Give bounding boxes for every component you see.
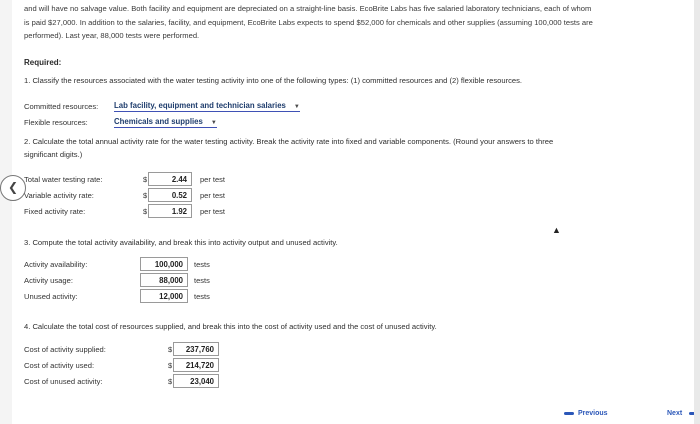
unused-activity-unit: tests <box>194 292 210 301</box>
intro-line-1: and will have no salvage value. Both facility and equipment are depreciated on a straight-line basis. EcoBrite Labs has five salaried laboratory technicians, each of whom <box>24 4 592 13</box>
chevron-left-icon[interactable]: ❮ <box>0 175 26 201</box>
activity-usage-label: Activity usage: <box>24 276 73 285</box>
currency-symbol: $ <box>143 207 148 216</box>
problem-intro <box>24 2 696 43</box>
flexible-resources-value: Chemicals and supplies <box>114 117 203 126</box>
question-2-line-1: 2. Calculate the total annual activity rate for the water testing activity. Break the activity rate into fixed and variable components. (Round your answers to three <box>24 137 554 146</box>
fixed-rate-input[interactable]: 1.92 <box>148 204 192 218</box>
question-1-text: 1. Classify the resources associated with the water testing activity into one of the following types: (1) committed resources and (2) flexible resources. <box>24 76 523 85</box>
total-rate-label: Total water testing rate: <box>24 175 103 184</box>
variable-rate-input[interactable]: 0.52 <box>148 188 192 202</box>
activity-usage-unit: tests <box>194 276 210 285</box>
currency-symbol: $ <box>143 175 148 184</box>
fixed-rate-unit: per test <box>200 207 226 216</box>
total-rate-unit: per test <box>200 175 226 184</box>
cost-unused-input[interactable]: 23,040 <box>173 374 219 388</box>
previous-indicator <box>564 412 574 415</box>
mouse-cursor-icon: ▲ <box>552 225 561 235</box>
total-rate-input[interactable]: 2.44 <box>148 172 192 186</box>
activity-availability-label: Activity availability: <box>24 260 88 269</box>
activity-availability-unit: tests <box>194 260 210 269</box>
variable-rate-label: Variable activity rate: <box>24 191 94 200</box>
flexible-resources-dropdown[interactable] <box>114 117 217 128</box>
required-heading: Required: <box>24 58 62 67</box>
question-2-line-2: significant digits.) <box>24 149 83 159</box>
question-2-text <box>24 136 553 161</box>
intro-line-2: is paid $27,000. In addition to the salaries, facility, and equipment, EcoBrite Labs expects to spend $52,000 for chemicals and other supplies (assuming 100,000 tests are <box>24 17 593 27</box>
committed-resources-dropdown[interactable] <box>114 101 300 112</box>
next-button[interactable]: Next <box>667 410 683 417</box>
intro-line-3: performed). Last year, 88,000 tests were performed. <box>24 31 200 40</box>
cost-used-input[interactable]: 214,720 <box>173 358 219 372</box>
unused-activity-label: Unused activity: <box>24 292 78 301</box>
question-page <box>12 0 700 424</box>
cost-supplied-input[interactable]: 237,760 <box>173 342 219 356</box>
currency-symbol: $ <box>168 345 173 354</box>
activity-availability-input[interactable]: 100,000 <box>140 257 188 271</box>
committed-resources-value: Lab facility, equipment and technician salaries <box>114 101 286 110</box>
cost-used-label: Cost of activity used: <box>24 361 95 370</box>
cost-supplied-label: Cost of activity supplied: <box>24 345 106 354</box>
question-3-text: 3. Compute the total activity availability, and break this into activity output and unused activity. <box>24 238 338 247</box>
question-4-text: 4. Calculate the total cost of resources supplied, and break this into the cost of activity used and the cost of unused activity. <box>24 322 437 331</box>
currency-symbol: $ <box>168 377 173 386</box>
activity-usage-input[interactable]: 88,000 <box>140 273 188 287</box>
fixed-rate-label: Fixed activity rate: <box>24 207 86 216</box>
committed-resources-label: Committed resources: <box>24 102 99 111</box>
flexible-resources-label: Flexible resources: <box>24 118 88 127</box>
previous-button[interactable]: Previous <box>578 410 608 417</box>
chevron-down-icon: ▼ <box>210 120 217 126</box>
unused-activity-input[interactable]: 12,000 <box>140 289 188 303</box>
scrollbar[interactable] <box>694 0 700 424</box>
variable-rate-unit: per test <box>200 191 226 200</box>
currency-symbol: $ <box>168 361 173 370</box>
currency-symbol: $ <box>143 191 148 200</box>
cost-unused-label: Cost of unused activity: <box>24 377 103 386</box>
chevron-down-icon: ▼ <box>293 104 300 110</box>
